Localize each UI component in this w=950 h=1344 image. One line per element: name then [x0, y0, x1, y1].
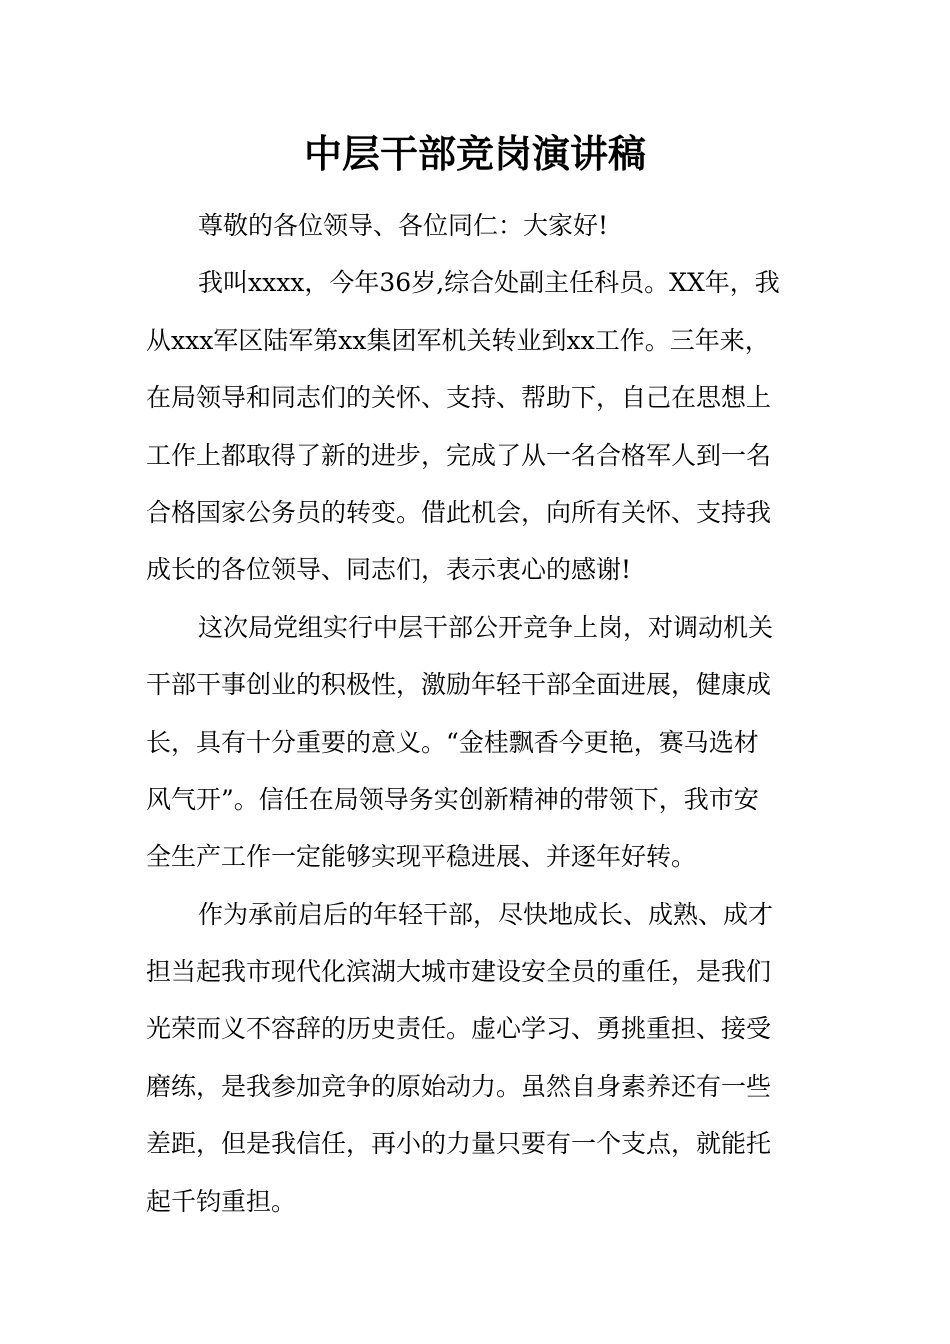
document-title: 中层干部竞岗演讲稿: [303, 132, 646, 176]
paragraph-line: 在局领导和同志们的关怀、支持、帮助下，自己在思想上: [146, 383, 772, 413]
paragraph-line: 长，具有十分重要的意义。“金桂飘香今更艳，赛马选材: [146, 727, 759, 757]
paragraph-line: 作为承前启后的年轻干部，尽快地成长、成熟、成才: [198, 899, 774, 929]
paragraph-line: 起千钧重担。: [146, 1186, 297, 1216]
paragraph-line: 全生产工作一定能够实现平稳进展、并逐年好转。: [146, 842, 697, 872]
paragraph-line: 担当起我市现代化滨湖大城市建设安全员的重任，是我们: [146, 957, 772, 987]
paragraph-line: 合格国家公务员的转变。借此机会，向所有关怀、支持我: [146, 497, 772, 527]
paragraph-line: 干部干事创业的积极性，激励年轻干部全面进展，健康成: [146, 670, 772, 700]
paragraph-line: 尊敬的各位领导、各位同仁：大家好!: [198, 211, 609, 240]
paragraph-line: 差距，但是我信任，再小的力量只要有一个支点，就能托: [146, 1129, 772, 1159]
paragraph-line: 这次局党组实行中层干部公开竞争上岗，对调动机关: [198, 612, 774, 642]
paragraph-line: 光荣而义不容辞的历史责任。虚心学习、勇挑重担、接受: [146, 1014, 772, 1044]
paragraph-line: 磨练，是我参加竞争的原始动力。虽然自身素养还有一些: [146, 1071, 772, 1101]
paragraph-line: 成长的各位领导、同志们，表示衷心的感谢!: [146, 555, 632, 585]
paragraph-line: 从xxx军区陆军第xx集团军机关转业到xx工作。三年来，: [146, 325, 770, 355]
paragraph-line: 我叫xxxx，今年36岁,综合处副主任科员。XX年，我: [198, 268, 780, 298]
paragraph-line: 风气开”。信任在局领导务实创新精神的带领下，我市安: [146, 784, 759, 814]
paragraph-line: 工作上都取得了新的进步，完成了从一名合格军人到一名: [146, 440, 772, 470]
document-body: [146, 197, 812, 1230]
